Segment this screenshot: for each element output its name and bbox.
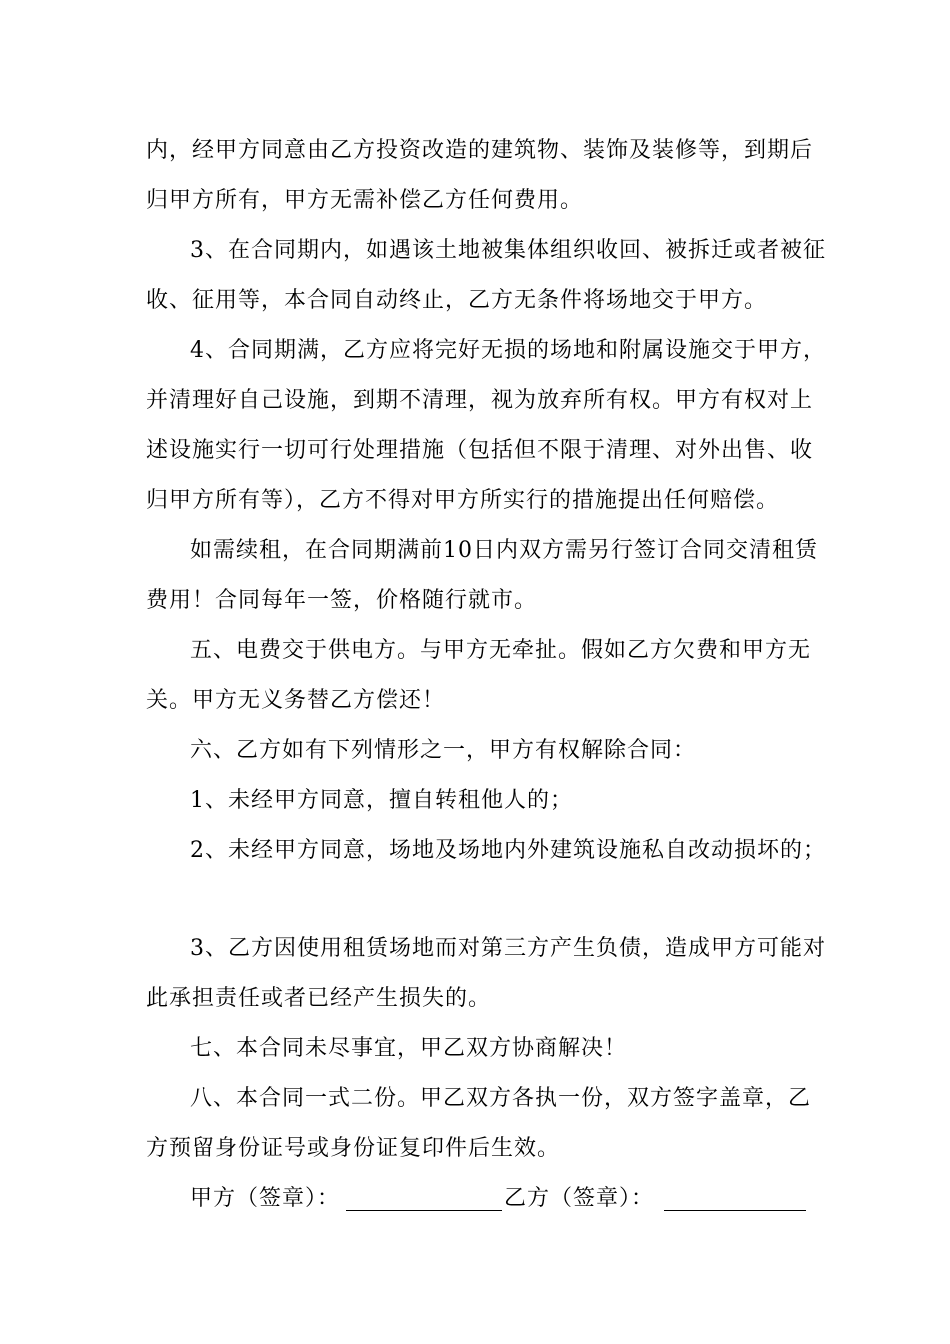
text-line: 内，经甲方同意由乙方投资改造的建筑物、装饰及装修等，到期后	[146, 138, 814, 163]
text-line: 七、本合同未尽事宜，甲乙双方协商解决！	[190, 1036, 628, 1061]
text-line: 述设施实行一切可行处理措施（包括但不限于清理、对外出售、收	[146, 438, 814, 463]
text-line: 2、未经甲方同意，场地及场地内外建筑设施私自改动损坏的；	[190, 838, 826, 863]
party-a-signature-line	[346, 1210, 502, 1211]
text-line: 六、乙方如有下列情形之一，甲方有权解除合同：	[190, 738, 697, 763]
text-line: 3、乙方因使用租赁场地而对第三方产生负债，造成甲方可能对	[190, 936, 826, 961]
text-line: 此承担责任或者已经产生损失的。	[146, 986, 492, 1011]
text-line: 归甲方所有，甲方无需补偿乙方任何费用。	[146, 188, 584, 213]
party-a-signature-label: 甲方（签章）：	[190, 1186, 341, 1211]
text-line: 关。甲方无义务替乙方偿还！	[146, 688, 446, 713]
text-line: 3、在合同期内，如遇该土地被集体组织收回、被拆迁或者被征	[190, 238, 826, 263]
text-line: 八、本合同一式二份。甲乙双方各执一份，双方签字盖章，乙	[190, 1086, 812, 1111]
text-line: 归甲方所有等），乙方不得对甲方所实行的措施提出任何赔偿。	[146, 488, 780, 513]
text-line: 1、未经甲方同意，擅自转租他人的；	[190, 788, 573, 813]
party-b-signature-line	[664, 1210, 806, 1211]
text-line: 并清理好自己设施，到期不清理，视为放弃所有权。甲方有权对上	[146, 388, 814, 413]
text-line: 如需续租，在合同期满前10日内双方需另行签订合同交清租赁	[190, 538, 818, 563]
text-line: 费用！合同每年一签，价格随行就市。	[146, 588, 538, 613]
text-line: 4、合同期满，乙方应将完好无损的场地和附属设施交于甲方，	[190, 338, 826, 363]
text-line: 收、征用等，本合同自动终止，乙方无条件将场地交于甲方。	[146, 288, 768, 313]
text-line: 五、电费交于供电方。与甲方无牵扯。假如乙方欠费和甲方无	[190, 638, 812, 663]
text-line: 方预留身份证号或身份证复印件后生效。	[146, 1136, 561, 1161]
party-b-signature-label: 乙方（签章）：	[504, 1186, 655, 1211]
